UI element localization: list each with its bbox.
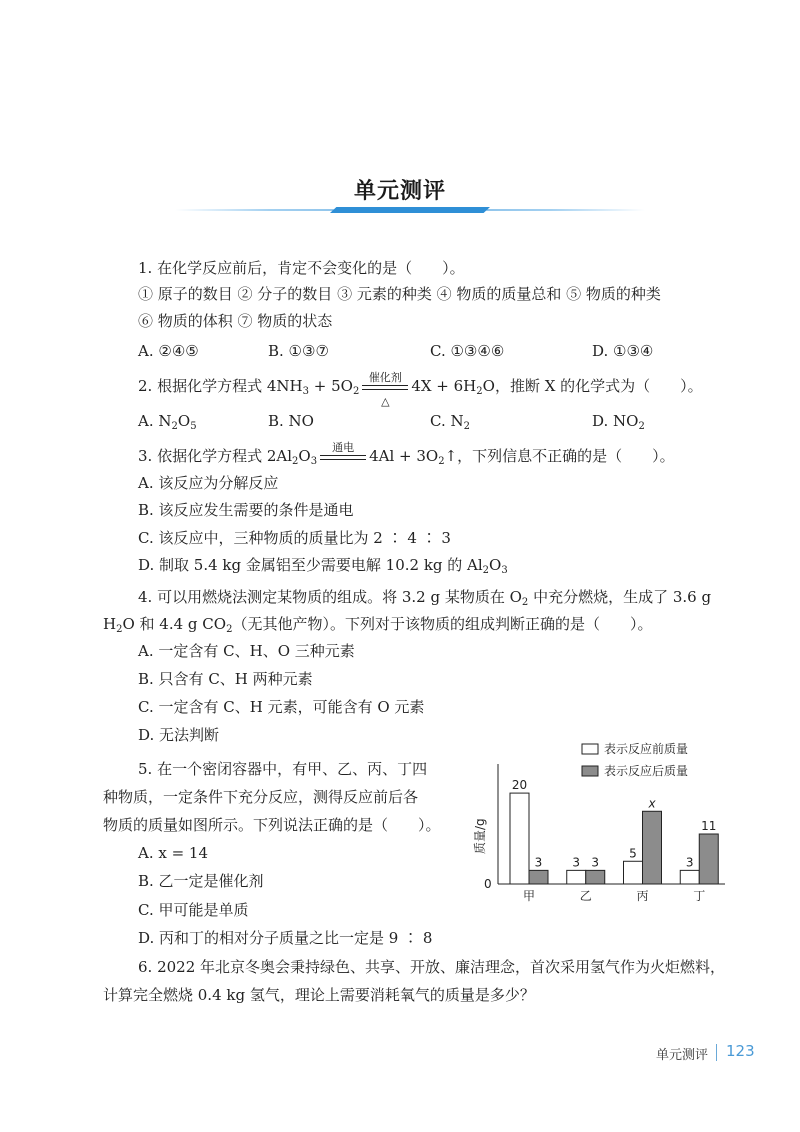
chart-bars	[510, 793, 718, 884]
q1-items-line2: ⑥ 物质的体积 ⑦ 物质的状态	[138, 312, 333, 330]
category-label-0: 甲	[522, 889, 536, 903]
reaction-condition-arrow: 催化剂 △	[362, 376, 408, 396]
q1-option-b[interactable]: B. ①③⑦	[268, 342, 329, 360]
q4-option-b[interactable]: B. 只含有 C、H 两种元素	[138, 670, 313, 688]
bar-before-1	[567, 870, 586, 884]
chart-value-labels	[512, 778, 717, 869]
bar-after-2	[643, 811, 662, 884]
q1-option-c[interactable]: C. ①③④⑥	[430, 342, 505, 360]
q4-option-a[interactable]: A. 一定含有 C、H、O 三种元素	[138, 642, 355, 660]
q2-option-c[interactable]: C. $N_2$	[430, 412, 470, 432]
chart-legend	[582, 741, 688, 778]
q5-stem-line3: 物质的质量如图所示。下列说法正确的是（ ）。	[103, 816, 441, 834]
q5-option-a[interactable]: A. x = 14	[138, 844, 209, 862]
electrolysis-arrow: 通电	[320, 446, 366, 466]
origin-label: 0	[484, 877, 492, 891]
q5-option-c[interactable]: C. 甲可能是单质	[138, 901, 249, 919]
category-label-1: 乙	[579, 889, 592, 903]
q5-option-b[interactable]: B. 乙一定是催化剂	[138, 872, 264, 890]
q4-option-d[interactable]: D. 无法判断	[138, 726, 220, 744]
q6-stem-line1: 6. 2022 年北京冬奥会秉持绿色、共享、开放、廉洁理念，首次采用氢气作为火炬燃料，	[138, 958, 726, 976]
q4-stem-line2: $H_2O$ 和 4.4 g $CO_2$（无其他产物）。下列对于该物质的组成判断正确的是（ ）。	[103, 615, 653, 635]
q3-option-d[interactable]: D. 制取 5.4 kg 金属铝至少需要电解 10.2 kg 的 $Al_2O_3$	[138, 556, 508, 576]
legend-label-before: 表示反应前质量	[604, 742, 689, 756]
bar-label-before-1: 3	[572, 855, 581, 870]
q1-option-d[interactable]: D. ①③④	[592, 342, 654, 360]
footer-divider	[716, 1044, 717, 1061]
bar-label-before-3: 3	[685, 855, 694, 870]
page-title: 单元测评	[353, 179, 446, 204]
chart-category-labels	[523, 889, 705, 903]
bar-before-2	[624, 861, 643, 884]
bar-label-before-2: 5	[629, 846, 637, 861]
q5-stem-line2: 种物质，一定条件下充分反应，测得反应前后各	[103, 788, 419, 806]
footer-section: 单元测评	[655, 1048, 708, 1063]
legend-label-after: 表示反应后质量	[604, 764, 689, 778]
legend-swatch-after	[582, 766, 598, 776]
bar-before-3	[680, 870, 699, 884]
bar-label-after-0: 3	[534, 855, 543, 870]
bar-label-after-1: 3	[591, 855, 600, 870]
q1-option-a[interactable]: A. ②④⑤	[138, 342, 199, 360]
title-underline-accent	[330, 207, 490, 213]
q1-stem: 1. 在化学反应前后，肯定不会变化的是（ ）。	[138, 259, 465, 277]
q1-items-line1: ① 原子的数目 ② 分子的数目 ③ 元素的种类 ④ 物质的质量总和 ⑤ 物质的种类	[138, 285, 661, 303]
q3-option-c[interactable]: C. 该反应中，三种物质的质量比为 2 ∶ 4 ∶ 3	[138, 529, 451, 547]
q3-option-b[interactable]: B. 该反应发生需要的条件是通电	[138, 501, 354, 519]
bar-label-after-3: 11	[701, 819, 717, 833]
category-label-3: 丁	[693, 889, 706, 903]
mass-bar-chart	[470, 738, 730, 908]
y-axis-label: 质量/g	[473, 818, 487, 854]
q4-stem-line1: 4. 可以用燃烧法测定某物质的组成。将 3.2 g 某物质在 $O_2$ 中充分燃烧，生成了 3.6 g	[138, 588, 712, 608]
bar-after-1	[586, 870, 605, 884]
bar-after-3	[699, 834, 718, 884]
q5-option-d[interactable]: D. 丙和丁的相对分子质量之比一定是 9 ∶ 8	[138, 929, 433, 947]
q3-stem: 3. 依据化学方程式 $2Al_2O_3$ 通电 $4Al + 3O_2↑$，下列信息不正确的是（ ）。	[138, 441, 675, 467]
bar-label-before-0: 20	[511, 778, 528, 793]
q3-option-a[interactable]: A. 该反应为分解反应	[138, 474, 279, 492]
category-label-2: 丙	[636, 889, 649, 903]
bar-label-after-2: x	[648, 796, 656, 811]
page-number: 123	[726, 1042, 755, 1060]
q5-stem-line1: 5. 在一个密闭容器中，有甲、乙、丙、丁四	[138, 760, 428, 778]
q2-option-a[interactable]: A. $N_2O_5$	[138, 412, 197, 432]
q2-option-d[interactable]: D. $NO_2$	[592, 412, 645, 432]
bar-after-0	[529, 870, 548, 884]
q2-option-b[interactable]: B. NO	[268, 412, 314, 430]
q4-option-c[interactable]: C. 一定含有 C、H 元素，可能含有 O 元素	[138, 698, 425, 716]
q2-stem: 2. 根据化学方程式 $4NH_3 + 5O_2$ 催化剂 △ $4X + 6H_2O$，推断 X 的化学式为（ ）。	[138, 371, 703, 408]
q6-stem-line2: 计算完全燃烧 0.4 kg 氢气，理论上需要消耗氧气的质量是多少？	[103, 986, 535, 1004]
bar-before-0	[510, 793, 529, 884]
legend-swatch-before	[582, 744, 598, 754]
